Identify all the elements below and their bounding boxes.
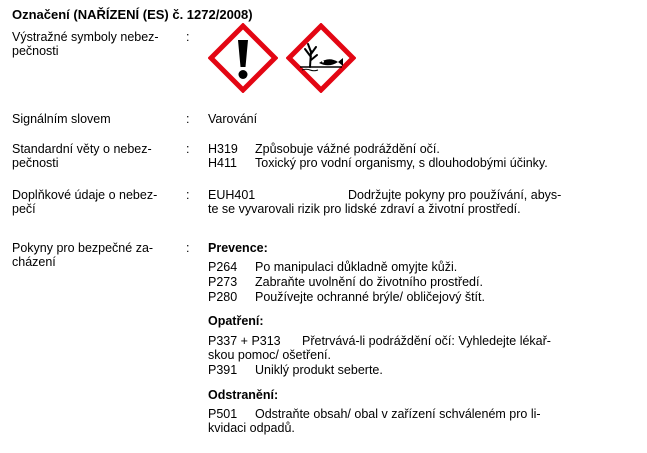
environment-icon xyxy=(286,23,356,93)
symbols-label-line2: pečnosti xyxy=(12,44,59,58)
precautionary-label-line1: Pokyny pro bezpečné za- xyxy=(12,241,154,255)
hazard-label-line1: Standardní věty o nebez- xyxy=(12,142,152,156)
precaution-text: Po manipulaci důkladně omyjte kůži. xyxy=(255,260,458,274)
page-title: Označení (NAŘÍZENÍ (ES) č. 1272/2008) xyxy=(12,7,253,22)
hazard-code: H319 xyxy=(208,142,238,156)
precaution-text: Používejte ochranné brýle/ obličejový štít. xyxy=(255,290,485,304)
hazard-code: H411 xyxy=(208,156,237,170)
symbols-label-line1: Výstražné symboly nebez- xyxy=(12,30,159,44)
colon: : xyxy=(186,30,190,44)
precaution-code: P501 xyxy=(208,407,238,421)
colon: : xyxy=(186,112,190,126)
colon: : xyxy=(186,142,190,156)
supplemental-code: EUH401 xyxy=(208,188,256,202)
precaution-text-line1: Odstraňte obsah/ obal v zařízení schváleném pro li- xyxy=(255,407,541,421)
precaution-text: Uniklý produkt seberte. xyxy=(255,363,383,377)
supplemental-text-line2: te se vyvarovali rizik pro lidské zdraví a životní prostředí. xyxy=(208,202,521,216)
precautionary-label-line2: cházení xyxy=(12,255,56,269)
signal-word-value: Varování xyxy=(208,112,258,126)
colon: : xyxy=(186,188,190,202)
precaution-text-line2: skou pomoc/ ošetření. xyxy=(208,348,331,362)
precaution-code: P280 xyxy=(208,290,238,304)
signal-word-label: Signálním slovem xyxy=(12,112,111,126)
precaution-code: P337 + P313 xyxy=(208,334,281,348)
hazard-text: Způsobuje vážné podráždění očí. xyxy=(255,142,440,156)
precaution-code: P264 xyxy=(208,260,238,274)
disposal-heading: Odstranění: xyxy=(208,388,279,402)
precaution-text-line1: Přetrvává-li podráždění očí: Vyhledejte lékař- xyxy=(302,334,551,348)
precaution-text: Zabraňte uvolnění do životního prostředí. xyxy=(255,275,483,289)
response-heading: Opatření: xyxy=(208,314,264,328)
precaution-text-line2: kvidaci odpadů. xyxy=(208,421,295,435)
supplemental-text-line1: Dodržujte pokyny pro používání, abys- xyxy=(348,188,562,202)
precaution-code: P391 xyxy=(208,363,238,377)
prevention-heading: Prevence: xyxy=(208,241,268,255)
precaution-code: P273 xyxy=(208,275,238,289)
supplemental-label-line2: pečí xyxy=(12,202,36,216)
colon: : xyxy=(186,241,190,255)
exclamation-mark-icon xyxy=(208,23,278,93)
supplemental-label-line1: Doplňkové údaje o nebez- xyxy=(12,188,158,202)
hazard-label-line2: pečnosti xyxy=(12,156,59,170)
hazard-text: Toxický pro vodní organismy, s dlouhodobými účinky. xyxy=(255,156,548,170)
